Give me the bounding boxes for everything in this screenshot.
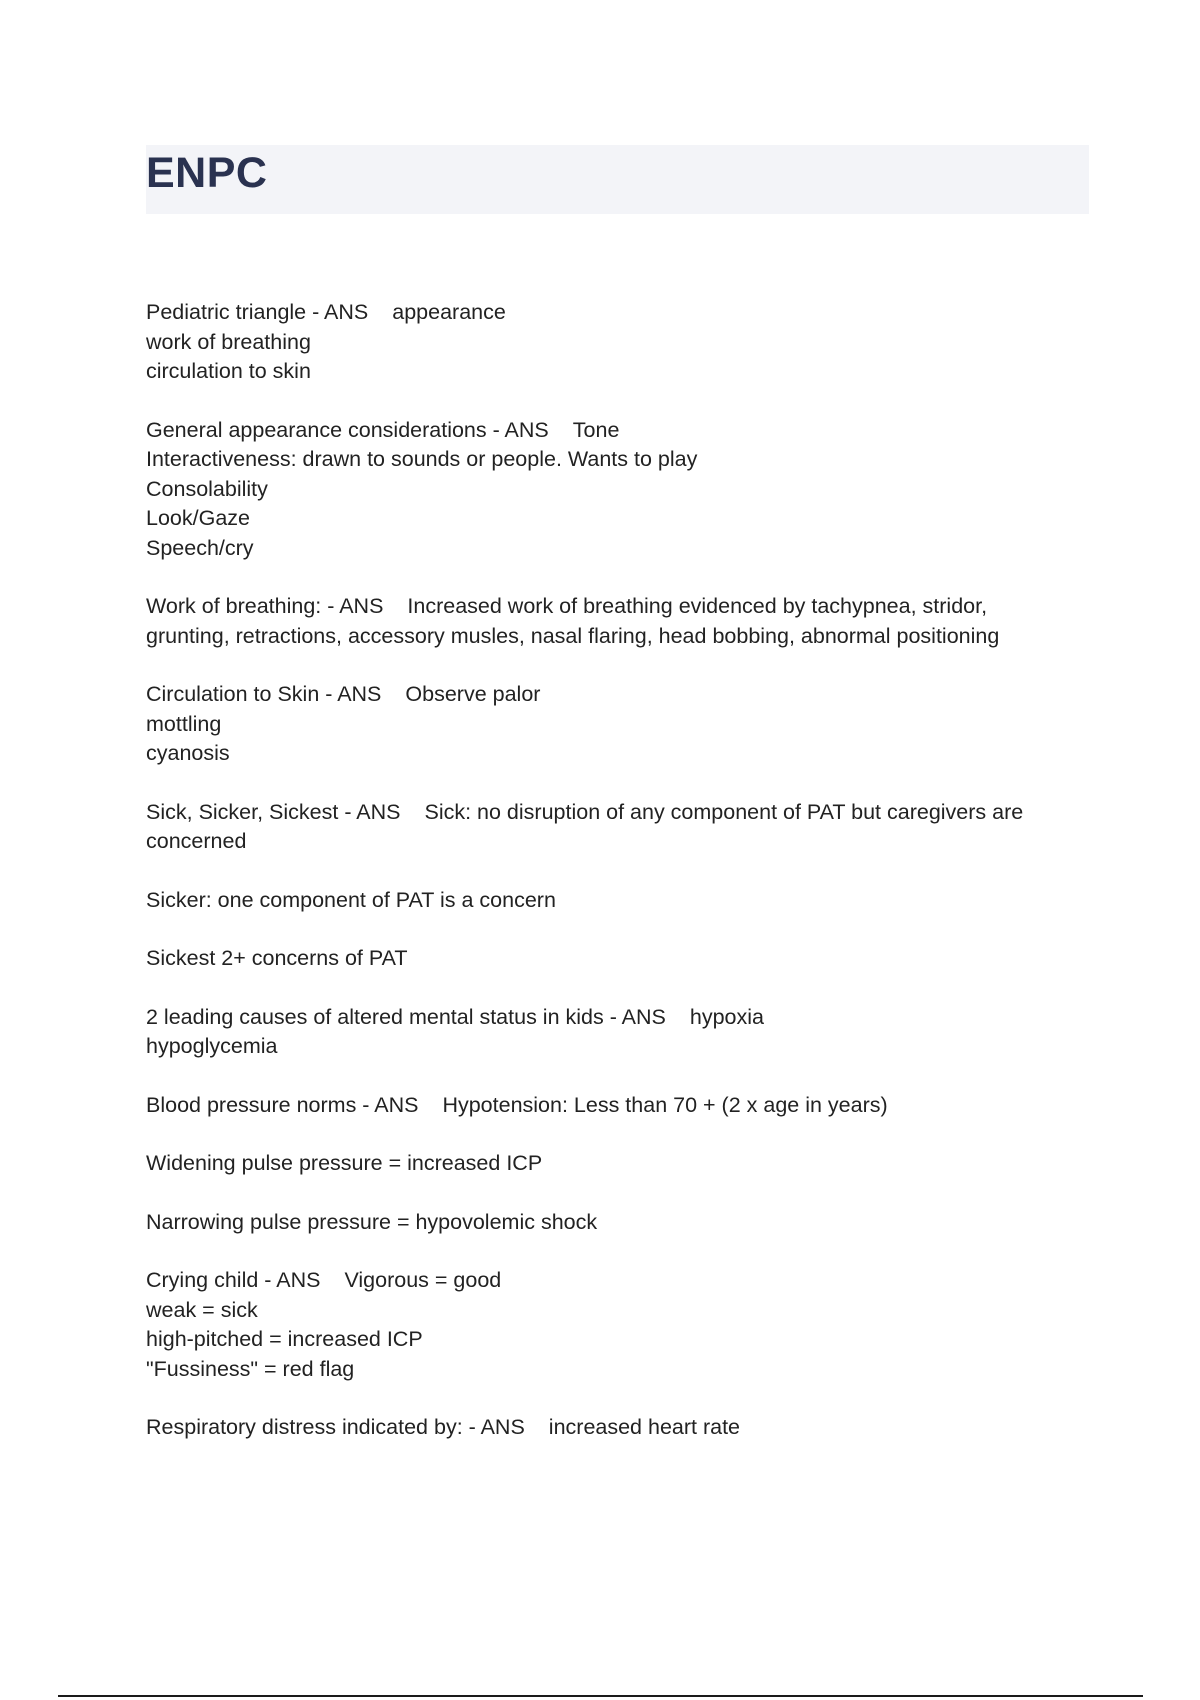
entry-line xyxy=(146,798,1086,828)
entry-answer: Increased work of breathing evidenced by tachypnea, stridor, xyxy=(407,594,988,618)
entry-answer-continuation: Consolability xyxy=(146,476,268,501)
entry-answer: Observe palor xyxy=(405,682,541,706)
flashcard-entry xyxy=(146,1149,1086,1179)
entry-answer-continuation: Speech/cry xyxy=(146,535,254,560)
flashcard-entry xyxy=(146,944,1086,974)
entry-line xyxy=(146,944,1086,974)
entry-line xyxy=(146,298,1086,328)
entry-answer-continuation: work of breathing xyxy=(146,329,311,354)
entry-answer-continuation: hypoglycemia xyxy=(146,1034,278,1058)
entry-line xyxy=(146,416,1086,446)
entry-line xyxy=(146,1266,1086,1296)
flashcard-list xyxy=(146,298,1086,1472)
entry-line xyxy=(146,357,1086,387)
entry-answer: appearance xyxy=(392,300,506,324)
entry-answer: Sick: no disruption of any component of PAT but caregivers are xyxy=(424,799,1024,824)
entry-line xyxy=(146,1149,1086,1179)
entry-answer-continuation: concerned xyxy=(146,829,247,853)
entry-line xyxy=(146,710,1086,740)
entry-question: Blood pressure norms - ANS xyxy=(146,1092,419,1117)
entry-question: Work of breathing: - ANS xyxy=(146,594,384,618)
entry-line xyxy=(146,1413,1086,1443)
flashcard-entry xyxy=(146,680,1086,769)
entry-answer-continuation: mottling xyxy=(146,711,222,736)
entry-question: Pediatric triangle - ANS xyxy=(146,300,369,324)
entry-line xyxy=(146,504,1086,534)
flashcard-entry xyxy=(146,592,1086,651)
entry-line xyxy=(146,1355,1086,1385)
entry-line xyxy=(146,622,1086,652)
flashcard-entry xyxy=(146,1091,1086,1121)
entry-answer-continuation: circulation to skin xyxy=(146,359,311,383)
entry-line xyxy=(146,1091,1086,1121)
entry-answer: hypoxia xyxy=(689,1004,764,1029)
entry-answer-continuation: cyanosis xyxy=(146,741,230,765)
entry-question: Crying child - ANS xyxy=(146,1268,321,1292)
page-title: ENPC xyxy=(146,149,268,197)
entry-answer: Sickest 2+ concerns of PAT xyxy=(146,946,408,970)
entry-line xyxy=(146,534,1086,564)
entry-line xyxy=(146,592,1086,622)
entry-answer-continuation: Interactiveness: drawn to sounds or people. Wants to play xyxy=(146,447,698,471)
entry-line xyxy=(146,739,1086,769)
entry-answer: increased heart rate xyxy=(548,1415,741,1439)
title-band xyxy=(146,145,1089,214)
entry-line xyxy=(146,1032,1086,1062)
entry-question: Respiratory distress indicated by: - ANS xyxy=(146,1415,525,1439)
entry-answer-continuation: "Fussiness" = red flag xyxy=(146,1356,355,1381)
entry-line xyxy=(146,475,1086,505)
entry-line xyxy=(146,680,1086,710)
entry-answer-continuation: high-pitched = increased ICP xyxy=(146,1327,423,1351)
entry-answer: Hypotension: Less than 70 + (2 x age in years) xyxy=(442,1092,888,1117)
entry-line xyxy=(146,886,1086,916)
flashcard-entry xyxy=(146,1413,1086,1443)
entry-answer-continuation: grunting, retractions, accessory musles, nasal flaring, head bobbing, abnormal positioning xyxy=(146,623,1000,648)
flashcard-entry xyxy=(146,298,1086,387)
entry-line xyxy=(146,827,1086,857)
entry-question: Circulation to Skin - ANS xyxy=(146,682,382,706)
flashcard-entry xyxy=(146,1208,1086,1238)
entry-line xyxy=(146,328,1086,358)
entry-line xyxy=(146,1296,1086,1326)
entry-answer: Widening pulse pressure = increased ICP xyxy=(146,1151,543,1175)
entry-question: 2 leading causes of altered mental status in kids - ANS xyxy=(146,1004,666,1029)
entry-question: Sick, Sicker, Sickest - ANS xyxy=(146,799,401,824)
footer-divider xyxy=(58,1695,1143,1697)
entry-question: General appearance considerations - ANS xyxy=(146,417,549,442)
flashcard-entry xyxy=(146,416,1086,564)
entry-answer-continuation: weak = sick xyxy=(146,1297,258,1322)
entry-answer: Sicker: one component of PAT is a concern xyxy=(146,887,556,912)
entry-line xyxy=(146,1208,1086,1238)
entry-answer: Tone xyxy=(572,417,620,442)
entry-line xyxy=(146,445,1086,475)
entry-answer-continuation: Look/Gaze xyxy=(146,506,250,530)
flashcard-entry xyxy=(146,886,1086,916)
entry-answer: Vigorous = good xyxy=(344,1268,502,1292)
flashcard-entry xyxy=(146,798,1086,857)
entry-line xyxy=(146,1003,1086,1033)
flashcard-entry xyxy=(146,1266,1086,1384)
entry-answer: Narrowing pulse pressure = hypovolemic shock xyxy=(146,1209,598,1234)
flashcard-entry xyxy=(146,1003,1086,1062)
entry-line xyxy=(146,1325,1086,1355)
